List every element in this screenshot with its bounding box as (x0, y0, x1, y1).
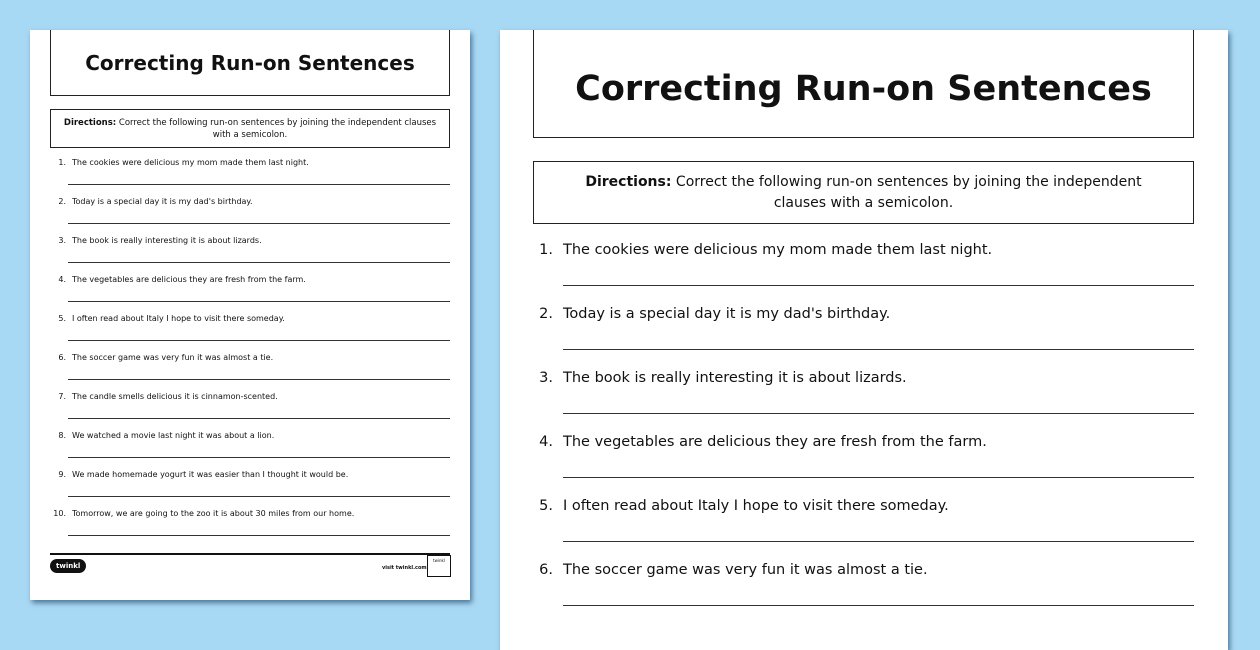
directions-label: Directions: (63, 117, 117, 128)
question-item (533, 306, 890, 322)
worksheet-title: Correcting Run-on Sentences (533, 30, 1194, 138)
question-text: Today is a special day it is my dad's birthday. (72, 197, 253, 206)
question-number: 1. (58, 158, 66, 167)
question-item (52, 392, 278, 401)
worksheet-title: Correcting Run-on Sentences (50, 30, 450, 96)
twinkl-logo: twinkl (50, 559, 86, 573)
answer-line[interactable] (68, 340, 450, 341)
question-text: The soccer game was very fun it was almost a tie. (563, 562, 928, 578)
question-text: We watched a movie last night it was about a lion. (72, 431, 275, 440)
answer-line[interactable] (563, 413, 1194, 414)
directions-text: Correct the following run-on sentences by joining the independent clauses with a semicolon. (116, 117, 437, 140)
question-text: The candle smells delicious it is cinnamon-scented. (72, 392, 278, 401)
question-number: 5. (539, 498, 553, 514)
answer-line[interactable] (563, 349, 1194, 350)
question-number: 4. (58, 275, 66, 284)
question-number: 6. (539, 562, 553, 578)
question-item (52, 431, 274, 440)
twinkl-badge: twinkl (427, 555, 451, 577)
question-number: 4. (539, 434, 553, 450)
answer-line[interactable] (563, 285, 1194, 286)
question-item (52, 197, 253, 206)
question-number: 3. (58, 236, 66, 245)
question-number: 3. (539, 370, 553, 386)
worksheet-thumbnail (30, 30, 470, 600)
question-text: We made homemade yogurt it was easier than I thought it would be. (72, 470, 349, 479)
question-number: 2. (58, 197, 66, 206)
answer-line[interactable] (563, 541, 1194, 542)
question-item (533, 370, 907, 386)
directions-label: Directions: (585, 173, 672, 190)
answer-line[interactable] (68, 379, 450, 380)
question-text: I often read about Italy I hope to visit there someday. (72, 314, 285, 323)
question-text: Tomorrow, we are going to the zoo it is about 30 miles from our home. (72, 509, 355, 518)
directions-box (50, 109, 450, 148)
answer-line[interactable] (68, 496, 450, 497)
question-item (52, 236, 262, 245)
answer-line[interactable] (563, 605, 1194, 606)
question-text: The vegetables are delicious they are fresh from the farm. (563, 434, 987, 450)
question-item (533, 498, 949, 514)
question-item (52, 275, 306, 284)
answer-line[interactable] (68, 223, 450, 224)
question-item (52, 470, 348, 479)
question-text: The cookies were delicious my mom made them last night. (72, 158, 309, 167)
question-number: 10. (53, 509, 66, 518)
question-number: 8. (58, 431, 66, 440)
directions-box (533, 161, 1194, 224)
question-number: 5. (58, 314, 66, 323)
question-text: The cookies were delicious my mom made them last night. (563, 242, 993, 258)
footer-divider (50, 553, 450, 555)
answer-line[interactable] (68, 418, 450, 419)
answer-line[interactable] (563, 477, 1194, 478)
answer-line[interactable] (68, 535, 450, 536)
directions-text: Correct the following run-on sentences by joining the independent clauses with a semicolon. (671, 173, 1142, 211)
question-text: The vegetables are delicious they are fresh from the farm. (72, 275, 306, 284)
question-text: Today is a special day it is my dad's birthday. (563, 306, 891, 322)
question-item (52, 158, 309, 167)
answer-line[interactable] (68, 457, 450, 458)
answer-line[interactable] (68, 301, 450, 302)
question-item (533, 434, 987, 450)
question-item (52, 353, 273, 362)
question-number: 6. (58, 353, 66, 362)
question-text: The book is really interesting it is about lizards. (563, 370, 907, 386)
question-text: The soccer game was very fun it was almost a tie. (72, 353, 274, 362)
answer-line[interactable] (68, 262, 450, 263)
worksheet-zoomed (500, 30, 1228, 650)
question-item (52, 314, 285, 323)
footer-visit-text: visit twinkl.com (382, 565, 427, 571)
question-item (533, 562, 928, 578)
question-number: 9. (58, 470, 66, 479)
question-number: 7. (58, 392, 66, 401)
question-number: 1. (539, 242, 553, 258)
question-text: I often read about Italy I hope to visit there someday. (563, 498, 949, 514)
answer-line[interactable] (68, 184, 450, 185)
question-text: The book is really interesting it is about lizards. (72, 236, 262, 245)
question-number: 2. (539, 306, 553, 322)
question-item (52, 509, 354, 518)
question-item (533, 242, 992, 258)
